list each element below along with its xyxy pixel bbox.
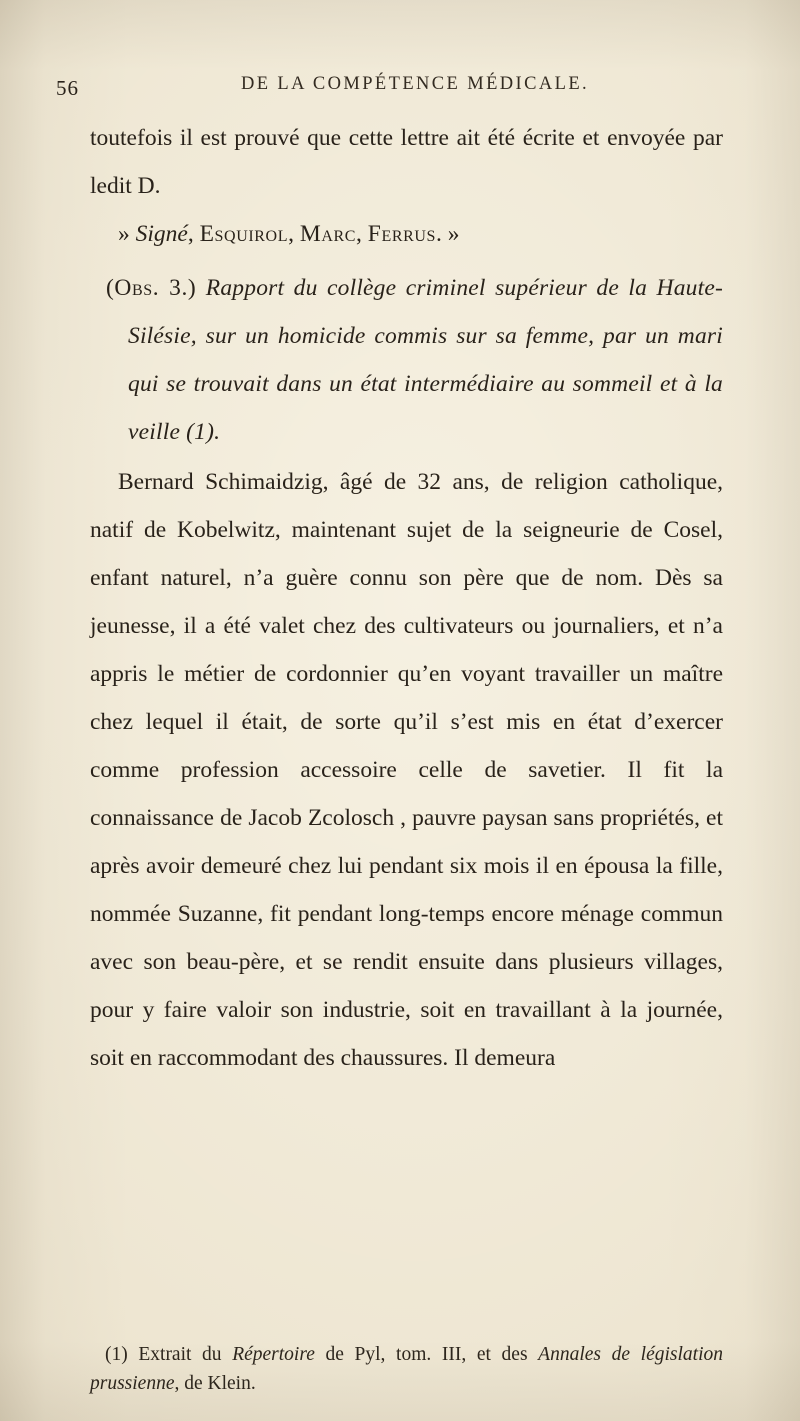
footnote-work-title-2: Annales de législation prussienne bbox=[90, 1343, 723, 1394]
footnote bbox=[90, 1340, 723, 1398]
page-content bbox=[90, 114, 723, 1082]
signe-label: Signé bbox=[135, 221, 188, 247]
sig-separator-1: , bbox=[187, 221, 200, 247]
author-name-esquirol: Esquirol bbox=[199, 221, 289, 247]
observation-title: Rapport du collège criminel supérieur de la Haute-Silésie, sur un homicide commis sur sa femme, par un mari qui se trouvait dans un état intermédiaire au sommeil et à la veille (1). bbox=[128, 275, 723, 445]
running-header: DE LA COMPÉTENCE MÉDICALE. bbox=[240, 74, 590, 94]
author-name-ferrus: Ferrus bbox=[367, 221, 437, 247]
page-header bbox=[0, 74, 800, 104]
signature-line bbox=[90, 210, 723, 258]
observation-heading bbox=[106, 264, 723, 456]
footnote-ref-text: (1) Extrait du bbox=[105, 1343, 233, 1365]
author-name-marc: Marc bbox=[299, 221, 357, 247]
observation-label: (Obs. 3.) bbox=[106, 275, 197, 301]
footnote-work-title-1: Répertoire bbox=[232, 1343, 315, 1365]
paragraph-continuation: toutefois il est prouvé que cette lettre ait été écrite et envoyée par ledit D. bbox=[90, 125, 723, 199]
quote-mark-close: . » bbox=[436, 221, 460, 247]
case-paragraph: Bernard Schimaidzig, âgé de 32 ans, de religion catholique, natif de Kobelwitz, maintenant sujet de la seigneurie de Cosel, enfant naturel, n’a guère connu son père que de nom. Dès sa jeunesse, il a été valet chez des cultivateurs ou journaliers, et n’a appris le métier de cordonnier qu’en voyant travailler un maître chez lequel il était, de sorte qu’il s’est mis en état d’exercer comme profession accessoire celle de savetier. Il fit la connaissance de Jacob Zcolosch , pauvre paysan sans propriétés, et après avoir demeuré chez lui pendant six mois il en épousa la fille, nommée Suzanne, fit pendant long-temps encore ménage commun avec son beau-père, et se rendit ensuite dans plusieurs villages, pour y faire valoir son industrie, soit en travaillant à la journée, soit en raccommodant des chaussures. Il demeura bbox=[90, 469, 723, 1071]
sig-separator-2: , bbox=[288, 221, 300, 247]
quote-mark-open: » bbox=[118, 221, 136, 247]
sig-separator-3: , bbox=[356, 221, 368, 247]
footnote-end-text: , de Klein. bbox=[174, 1372, 256, 1394]
page-number: 56 bbox=[56, 76, 79, 100]
footnote-mid-text: de Pyl, tom. III, et des bbox=[314, 1343, 539, 1365]
